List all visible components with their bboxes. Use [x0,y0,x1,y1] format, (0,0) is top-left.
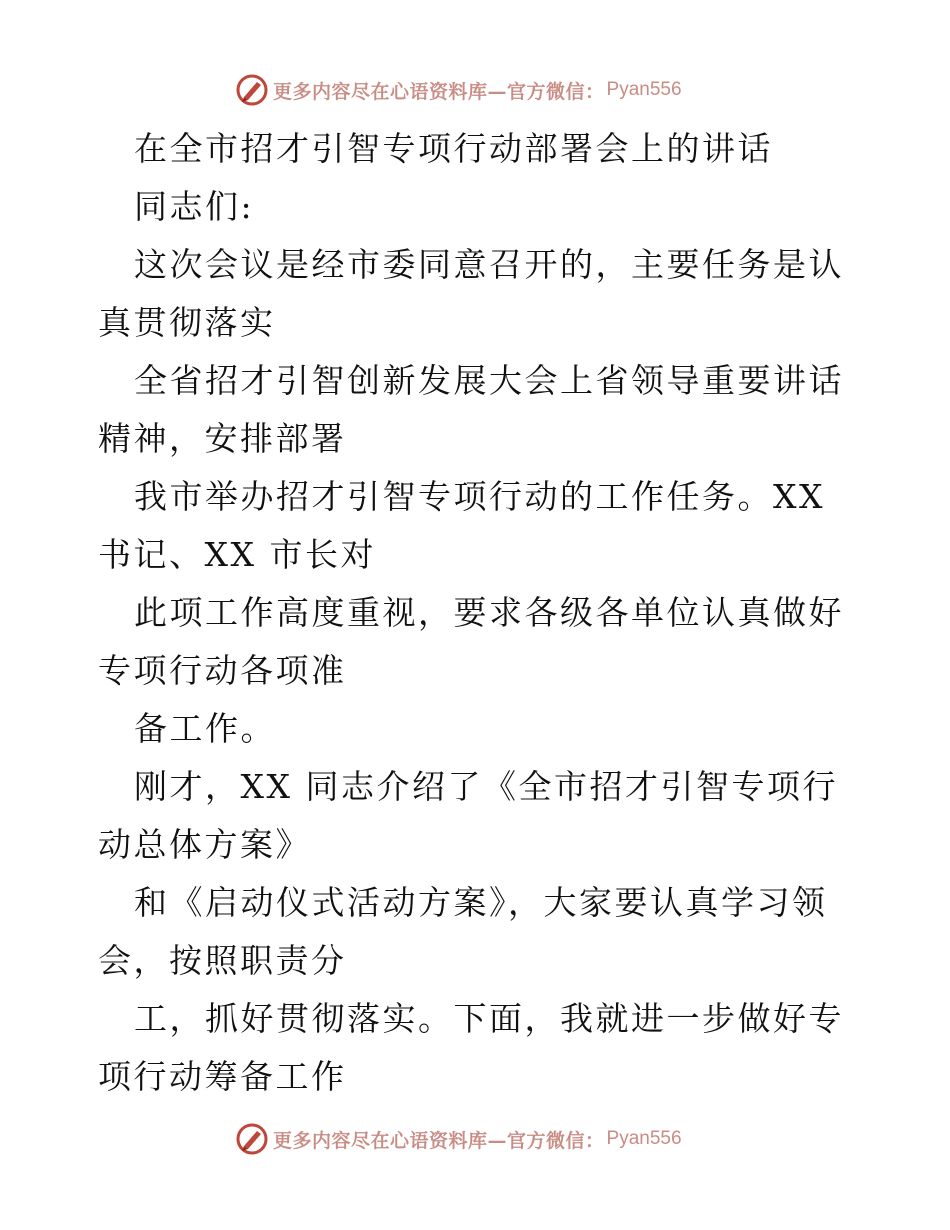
doc-paragraph: 全省招才引智创新发展大会上省领导重要讲话精神，安排部署 [98,361,844,458]
doc-paragraph: 此项工作高度重视，要求各级各单位认真做好专项行动各项准 [98,593,844,690]
pen-logo-icon [235,73,269,107]
doc-salutation: 同志们: [134,187,255,226]
watermark-wechat-id: Pyan556 [606,79,682,100]
document-body [98,120,858,1106]
doc-paragraph: 这次会议是经市委同意召开的，主要任务是认真贯彻落实 [98,245,844,342]
watermark-text: 更多内容尽在心语资料库—官方微信： [273,1129,605,1152]
doc-paragraph: 刚才，XX 同志介绍了《全市招才引智专项行动总体方案》 [98,767,838,864]
footer-watermark [235,1121,682,1157]
doc-paragraph: 和《启动仪式活动方案》，大家要认真学习领会，按照职责分 [98,883,828,980]
doc-paragraph: 备工作。 [134,709,276,748]
watermark-text: 更多内容尽在心语资料库—官方微信： [273,80,605,103]
watermark-wechat-id: Pyan556 [606,1128,682,1149]
header-watermark [235,72,682,108]
doc-paragraph: 工，抓好贯彻落实。下面，我就进一步做好专项行动筹备工作 [98,999,844,1096]
doc-paragraph: 我市举办招才引智专项行动的工作任务。XX 书记、XX 市长对 [98,477,825,574]
pen-logo-icon [235,1122,269,1156]
doc-title: 在全市招才引智专项行动部署会上的讲话 [134,129,773,168]
